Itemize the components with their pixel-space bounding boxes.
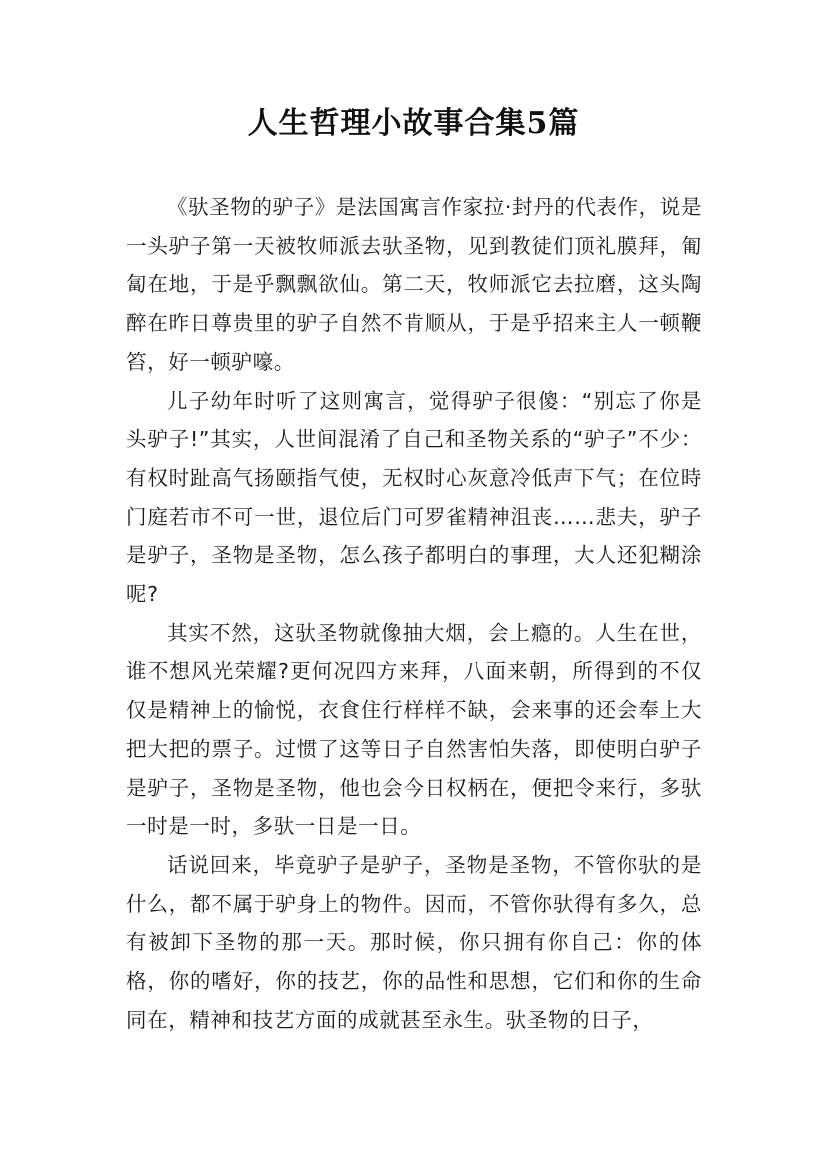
paragraph-2: 儿子幼年时听了这则寓言，觉得驴子很傻：“别忘了你是头驴子!”其实，人世间混淆了自己和圣物关系的“驴子”不少：有权时趾高气扬颐指气使，无权时心灰意冷低声下气；在位時门庭若市不可一世，退位后门可罗雀精神沮丧……悲夫，驴子是驴子，圣物是圣物，怎么孩子都明白的事理，大人还犯糊涂呢? <box>126 388 702 607</box>
document-body <box>126 188 702 1039</box>
document-title: 人生哲理小故事合集5篇 <box>247 106 580 141</box>
paragraph-1: 《驮圣物的驴子》是法国寓言作家拉·封丹的代表作，说是一头驴子第一天被牧师派去驮圣物，见到教徒们顶礼膜拜，匍匐在地，于是乎飘飘欲仙。第二天，牧师派它去拉磨，这头陶醉在昨日尊贵里的驴子自然不肯顺从，于是乎招来主人一顿鞭笞，好一顿驴嚎。 <box>126 195 702 374</box>
paragraph-4: 话说回来，毕竟驴子是驴子，圣物是圣物，不管你驮的是什么，都不属于驴身上的物件。因而，不管你驮得有多久，总有被卸下圣物的那一天。那时候，你只拥有你自己：你的体格，你的嗜好，你的技艺，你的品性和思想，它们和你的生命同在，精神和技艺方面的成就甚至永生。驮圣物的日子， <box>126 852 702 1032</box>
paragraph-3: 其实不然，这驮圣物就像抽大烟，会上瘾的。人生在世，谁不想风光荣耀?更何况四方来拜，八面来朝，所得到的不仅仅是精神上的愉悦，衣食住行样样不缺，会来事的还会奉上大把大把的票子。过惯了这等日子自然害怕失落，即使明白驴子是驴子，圣物是圣物，他也会今日权柄在，便把令来行，多驮一时是一时，多驮一日是一日。 <box>126 620 702 839</box>
